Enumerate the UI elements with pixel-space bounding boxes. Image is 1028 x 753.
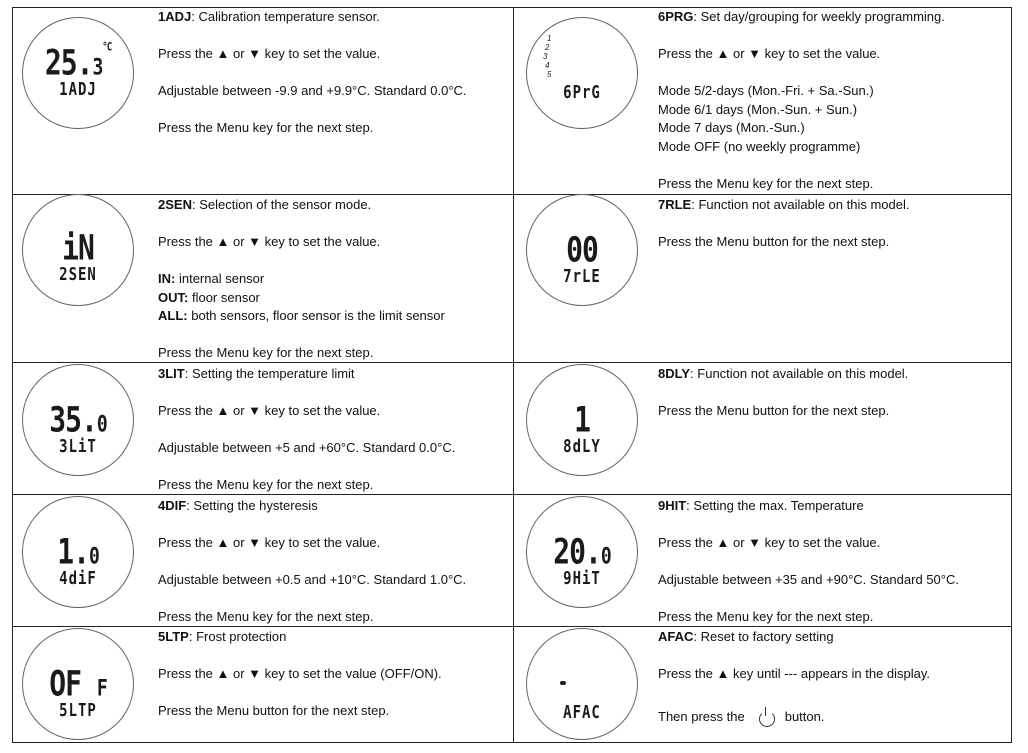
sensor-option: IN: internal sensor <box>158 271 265 286</box>
instruction: Adjustable between -9.9 and +9.9°C. Standard 0.0°C. <box>158 83 467 98</box>
thermostat-display <box>22 17 134 129</box>
step-title: Set day/grouping for weekly programming. <box>700 9 945 24</box>
step-code: AFAC <box>658 629 694 644</box>
thermostat-display <box>22 628 134 740</box>
thermostat-display <box>526 496 638 608</box>
sensor-option: OUT: floor sensor <box>158 289 260 305</box>
thermostat-display <box>22 364 134 476</box>
display-label: 3LiT <box>59 437 97 457</box>
display-value: OF <box>49 662 81 705</box>
instruction: Press the ▲ or ▼ key to set the value. <box>658 535 881 550</box>
display-value: iN <box>62 226 94 269</box>
instruction: Press the Menu key for the next step. <box>158 609 374 624</box>
step-code: 7RLE <box>658 197 692 212</box>
step-code: 2SEN <box>158 197 192 212</box>
instruction: Press the Menu key for the next step. <box>658 609 874 624</box>
table-border-right <box>1011 7 1012 743</box>
instruction: Adjustable between +35 and +90°C. Standard 50°C. <box>658 572 959 587</box>
row-divider <box>12 194 1012 195</box>
sensor-option: ALL: both sensors, floor sensor is the limit sensor <box>158 308 445 323</box>
instruction: Then press the <box>658 709 745 724</box>
thermostat-display <box>22 496 134 608</box>
display-value-decimal: 3 <box>92 54 103 81</box>
instruction: Press the Menu key for the next step. <box>658 175 874 191</box>
instruction: Press the ▲ key until --- appears in the display. <box>658 666 931 681</box>
thermostat-display <box>526 194 638 306</box>
thermostat-display <box>22 194 134 306</box>
display-value: 35. <box>49 398 97 441</box>
display-label: 5LTP <box>59 701 97 721</box>
display-value-decimal: 0 <box>88 543 99 570</box>
display-value-decimal: 0 <box>600 543 611 570</box>
display-label: 1ADJ <box>59 80 97 100</box>
instruction: Press the ▲ or ▼ key to set the value. <box>158 535 381 550</box>
step-title: Setting the temperature limit <box>191 366 355 381</box>
instruction: Press the ▲ or ▼ key to set the value. <box>158 403 381 418</box>
instruction: Press the Menu key for the next step. <box>158 345 374 360</box>
instruction: Press the ▲ or ▼ key to set the value (OFF/ON). <box>158 666 442 681</box>
step-title: Reset to factory setting <box>700 629 834 644</box>
instruction: Adjustable between +5 and +60°C. Standard 0.0°C. <box>158 440 456 455</box>
step-title: Function not available on this model. <box>698 197 910 212</box>
display-value-suffix: F <box>96 675 107 702</box>
instruction: Press the Menu button for the next step. <box>658 234 890 249</box>
step-code: 6PRG <box>658 9 694 24</box>
table-border-bottom <box>12 742 1012 743</box>
display-label: 2SEN <box>59 265 97 285</box>
thermostat-display <box>526 628 638 740</box>
display-label: 7rLE <box>563 267 601 287</box>
column-divider <box>513 7 514 743</box>
display-value: 1. <box>57 530 89 573</box>
display-label: 8dLY <box>563 437 601 457</box>
instruction: Press the Menu button for the next step. <box>658 403 890 418</box>
table-border-left <box>12 7 13 743</box>
step-code: 8DLY <box>658 366 691 381</box>
step-title: Calibration temperature sensor. <box>198 9 380 24</box>
instruction: Press the ▲ or ▼ key to set the value. <box>658 46 881 61</box>
step-title: Frost protection <box>196 629 287 644</box>
display-value: 00 <box>566 228 598 271</box>
step-code: 4DIF <box>158 498 187 513</box>
thermostat-display <box>526 364 638 476</box>
step-title: Selection of the sensor mode. <box>199 197 372 212</box>
mode-option: Mode 5/2-days (Mon.-Fri. + Sa.-Sun.) <box>658 83 874 98</box>
step-title: Setting the max. Temperature <box>693 498 864 513</box>
step-code: 3LIT <box>158 366 185 381</box>
display-unit: °C <box>102 41 112 55</box>
step-title: Function not available on this model. <box>697 366 909 381</box>
display-label: AFAC <box>563 703 601 723</box>
step-code: 9HIT <box>658 498 687 513</box>
step-code: 1ADJ <box>158 9 192 24</box>
display-label: 9HiT <box>563 569 601 589</box>
display-value: 20. <box>553 530 601 573</box>
power-icon <box>759 711 775 727</box>
mode-option: Mode 6/1 days (Mon.-Sun. + Sun.) <box>658 101 858 117</box>
display-label: 6PrG <box>563 83 601 103</box>
mode-option: Mode 7 days (Mon.-Sun.) <box>658 120 805 135</box>
instruction: Press the Menu key for the next step. <box>158 477 374 492</box>
display-label: 4diF <box>59 569 97 589</box>
display-value-decimal: 0 <box>96 411 107 438</box>
thermostat-display <box>526 17 638 129</box>
step-code: 5LTP <box>158 629 189 644</box>
instruction: Press the ▲ or ▼ key to set the value. <box>158 234 381 249</box>
instruction: Press the Menu key for the next step. <box>158 120 374 135</box>
instruction: Press the ▲ or ▼ key to set the value. <box>158 46 381 61</box>
instruction: button. <box>784 709 825 724</box>
display-value: 25. <box>44 41 93 84</box>
instruction: Press the Menu button for the next step. <box>158 703 390 718</box>
mode-option: Mode OFF (no weekly programme) <box>658 138 861 154</box>
display-value: 1 <box>574 398 590 441</box>
display-segment-dot <box>560 681 566 685</box>
step-title: Setting the hysteresis <box>193 498 318 513</box>
instruction: Adjustable between +0.5 and +10°C. Standard 1.0°C. <box>158 572 467 587</box>
display-day-scale: 1 2 3 4 5 <box>543 34 552 79</box>
